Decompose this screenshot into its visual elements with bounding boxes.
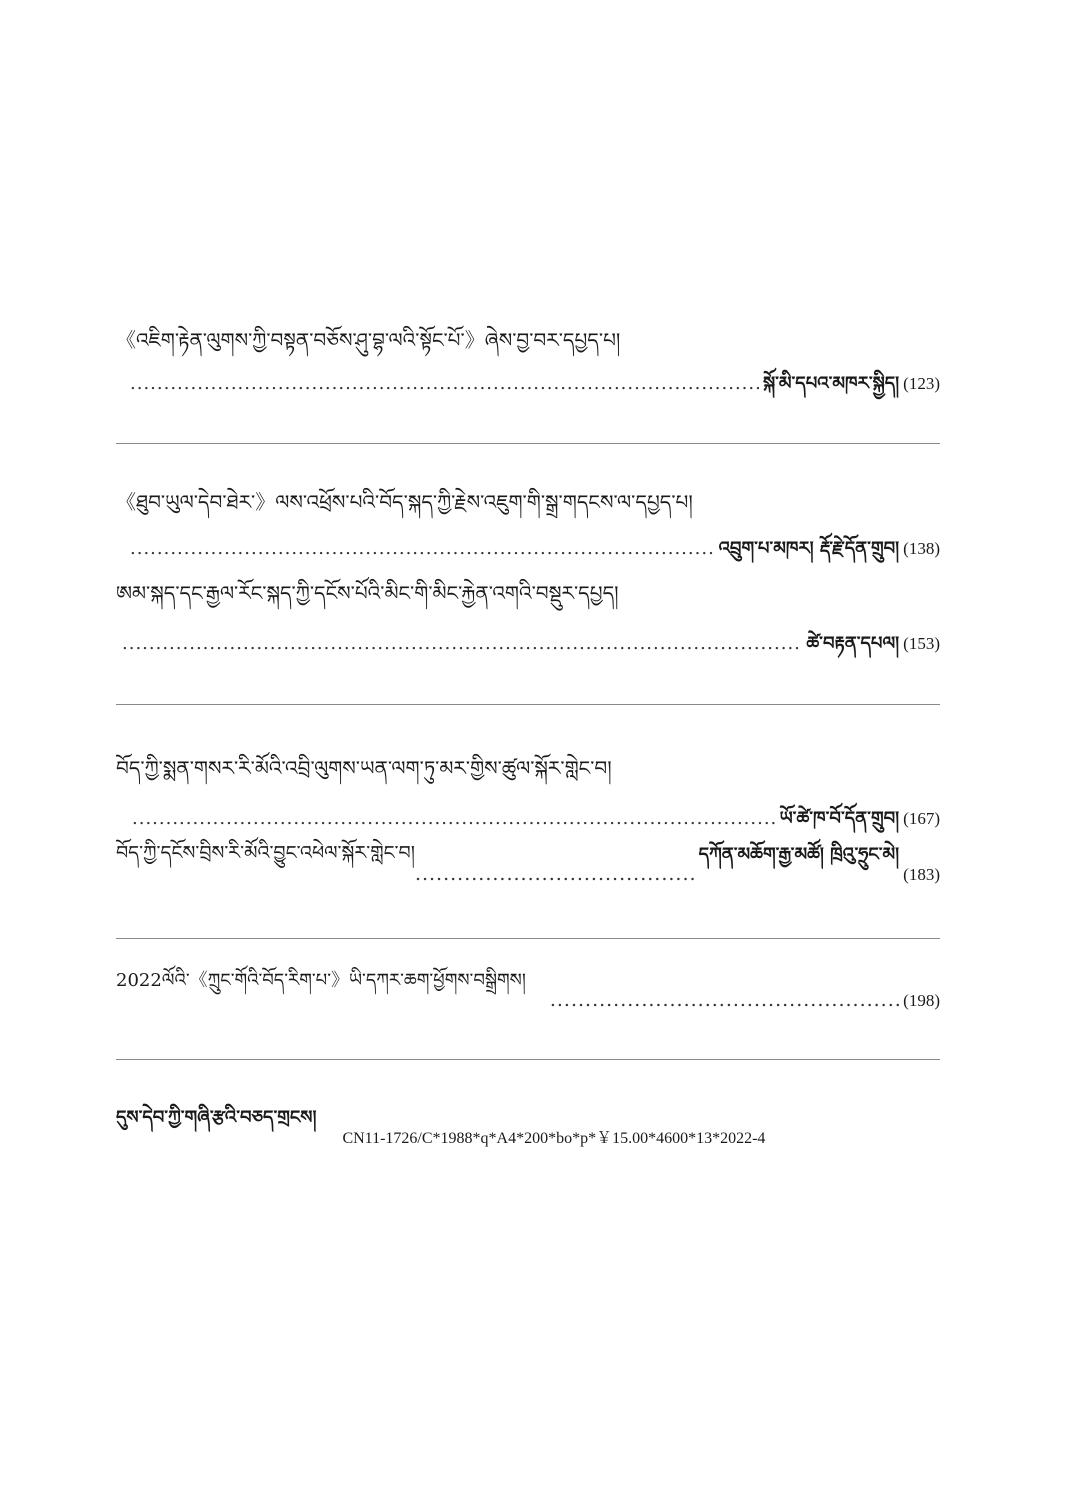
- entry-title[interactable]: 《འཇིག་རྟེན་ལུགས་ཀྱི་བསྟན་བཅོས་ཤུ་བྷ་ལའི་སྟོང་པོ་》ཞེས་བྱ་བར་དཔྱད་པ།: [116, 328, 621, 352]
- entry-title[interactable]: བོད་ཀྱི་སྨན་གསར་རི་མོའི་འབྲི་ལུགས་ཡན་ལག་ཏུ་མར་གྱིས་ཚུལ་སྐོར་གླེང་བ།: [116, 756, 612, 780]
- dot-leader: [122, 632, 802, 656]
- publication-info: [116, 1098, 940, 1148]
- entry-title[interactable]: ཨམ་སྐད་དང་རྒྱལ་རོང་སྐད་ཀྱི་དངོས་པོའི་མིང་གི་མིང་རྐྱེན་འགའི་བསྡུར་དཔྱད།: [116, 581, 619, 605]
- entry-leader-row: [116, 630, 940, 656]
- entry-page-number: (198): [903, 991, 940, 1010]
- entry-author: འབྲུག་པ་མཁར། རྡོ་རྗེ་དོན་གྲུབ།: [718, 538, 900, 559]
- entry-page-number: (183): [903, 865, 940, 884]
- dot-leader: [132, 807, 776, 831]
- entry-leader-row: [116, 535, 940, 561]
- entry-author: སྐོ་མི་དཔའ་མཁར་སྐྱིད།: [762, 373, 900, 394]
- entry-author: ཡོ་ཚེ་ཁ་བོ་དོན་གྲུབ།: [779, 808, 900, 829]
- entry-author: དཀོན་མཆོག་རྒྱ་མཚོ། ཁྲིའུ་ཧྲུང་མེ།: [698, 844, 900, 865]
- entry-leader-row: [116, 805, 940, 831]
- dot-leader: [130, 537, 715, 561]
- section-divider: [116, 704, 940, 705]
- entry-inline-row: [116, 970, 940, 1011]
- entry-title[interactable]: 《ཐུབ་ཡུལ་དེབ་ཐེར་》ལས་འཕྲོས་པའི་བོད་སྐད་ཀྱི་རྗེས་འཇུག་གི་སྒྲ་གདངས་ལ་དཔྱད་པ།: [116, 490, 693, 514]
- publication-info-label: དུས་དེབ་ཀྱི་གཞི་རྩའི་བཅད་གྲངས།: [116, 1107, 317, 1128]
- entry-title[interactable]: 2022ལོའི་《ཀྲུང་གོའི་བོད་རིག་པ་》ཡི་དཀར་ཆག་ཕྱོགས་བསྒྲིགས།: [116, 970, 526, 991]
- dot-leader: [415, 863, 695, 885]
- entry-inline-row: [116, 842, 940, 885]
- publication-code: CN11-1726/C*1988*q*A4*200*bo*p*￥15.00*4600*13*2022-4: [342, 1130, 766, 1147]
- section-divider: [116, 1059, 940, 1060]
- entry-page-number: (167): [903, 809, 940, 828]
- entry-leader-row: [116, 370, 940, 396]
- section-divider: [116, 938, 940, 939]
- section-divider: [116, 443, 940, 444]
- dot-leader: [130, 372, 759, 396]
- entry-page-number: (138): [903, 539, 940, 558]
- entry-title[interactable]: བོད་ཀྱི་དངོས་བྲིས་རི་མོའི་བྱུང་འཕེལ་སྐོར་གླེང་བ།: [116, 842, 415, 864]
- dot-leader: [550, 989, 899, 1011]
- entry-page-number: (123): [903, 374, 940, 393]
- entry-author: ཚེ་བརྟན་དཔལ།: [806, 633, 900, 654]
- entry-page-number: (153): [903, 634, 940, 653]
